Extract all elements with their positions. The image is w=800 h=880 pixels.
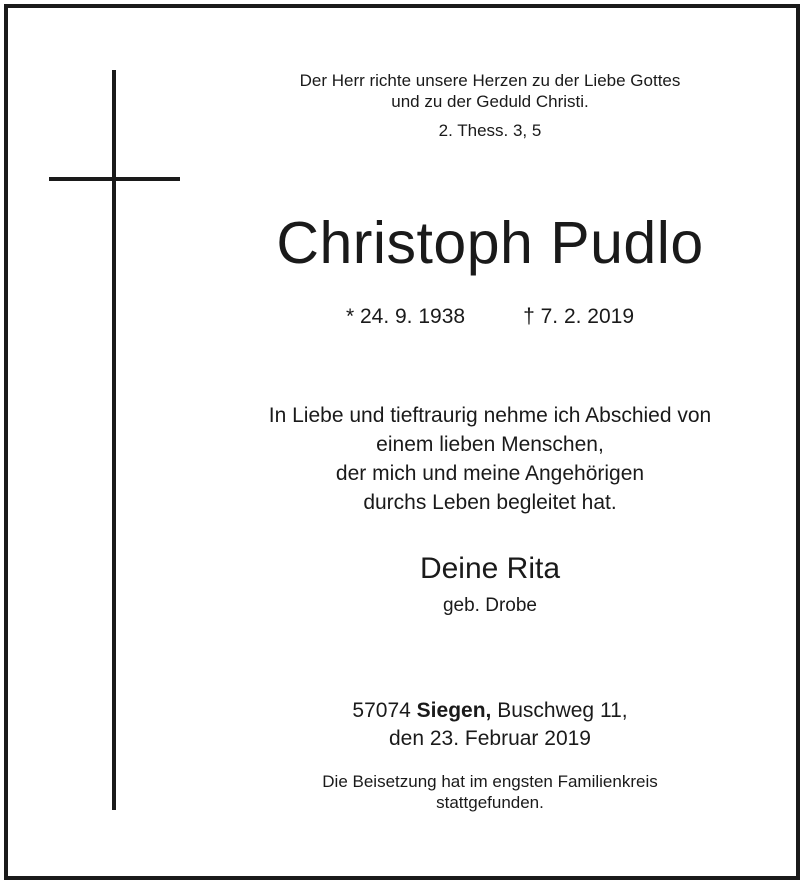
postcode: 57074: [352, 699, 411, 722]
cross-vertical-beam: [112, 70, 116, 810]
death-date: † 7. 2. 2019: [523, 305, 635, 328]
maiden-name: geb. Drobe: [442, 595, 537, 616]
burial-note: [240, 771, 740, 813]
bible-verse: [240, 70, 740, 112]
signature-name: Deine Rita: [419, 552, 561, 585]
message-line-4: durchs Leben begleitet hat.: [363, 491, 617, 514]
street: Buschweg 11,: [497, 699, 628, 722]
farewell-message: [240, 401, 740, 517]
message-line-2: einem lieben Menschen,: [376, 433, 604, 456]
burial-line-1: Die Beisetzung hat im engsten Familienkreis: [322, 772, 658, 791]
address-line: [240, 697, 740, 725]
life-dates: [240, 304, 740, 330]
date-line: den 23. Februar 2019: [389, 727, 591, 750]
cross-horizontal-beam: [49, 177, 180, 181]
birth-date: * 24. 9. 1938: [345, 305, 466, 328]
address-block: [240, 697, 740, 753]
verse-line-1: Der Herr richte unsere Herzen zu der Liebe Gottes: [299, 71, 681, 90]
message-line-3: der mich und meine Angehörigen: [335, 462, 645, 485]
message-line-1: In Liebe und tieftraurig nehme ich Abschied von: [268, 404, 712, 427]
deceased-name: Christoph Pudlo: [276, 210, 704, 276]
city: Siegen,: [416, 699, 492, 722]
verse-reference: 2. Thess. 3, 5: [438, 121, 542, 140]
burial-line-2: stattgefunden.: [436, 793, 544, 812]
verse-line-2: und zu der Geduld Christi.: [391, 92, 589, 111]
